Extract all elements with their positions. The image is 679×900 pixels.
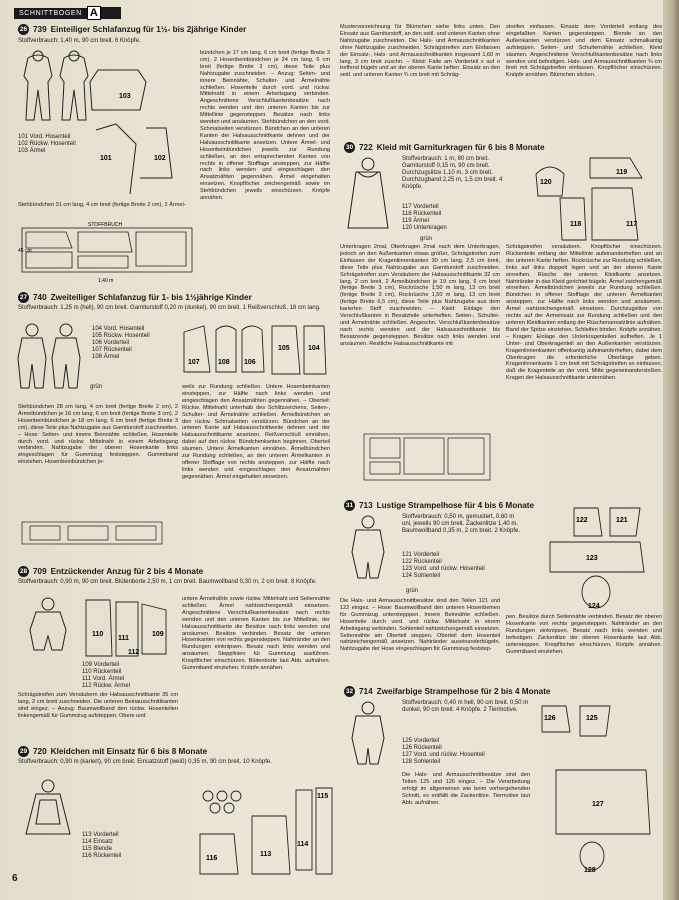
layout-height: 45 cm xyxy=(18,248,32,254)
article-32-text-a: Die Hals- und Armausschnittbesätze sind den Teilen 125 und 126 eingez. – Die Verarbeitung erfolgt im allgemeinen wie beim vorhergehenden Schnitt, es entfällt die Zackenlitze. Tiermotive laut Abb. aufnähen. xyxy=(402,772,530,806)
figure-label-115: 115 xyxy=(317,793,329,800)
article-32-title xyxy=(344,686,550,697)
article-32-parts xyxy=(402,738,522,766)
article-29-title xyxy=(18,746,207,757)
part-item: 121 Vorderteil xyxy=(402,552,440,558)
part-item: 114 Einsatz xyxy=(82,839,113,845)
figure-label-121: 121 xyxy=(616,517,628,524)
article-26-title xyxy=(18,24,246,35)
article-number-badge: 28 xyxy=(19,568,28,575)
figure-label-122: 122 xyxy=(576,517,588,524)
figure-label-109: 109 xyxy=(152,631,164,638)
article-28-text-a: Schrägstreifen zum Versäubern der Halsausschnittkante 35 cm lang, 2 cm breit zuschneiden. Die unteren Beinausschnittkanten sind eingez. – Anzug: Baumwollband den rückw. Hosenteilen linkengemäß für Gummizug aufsteppen. Obere und xyxy=(18,692,178,719)
part-item: 101 Vord. Hosenteil xyxy=(18,134,71,140)
part-item: 109 Vorderteil xyxy=(82,662,120,668)
layout-label: STOFFBRUCH xyxy=(88,222,123,228)
article-30-text-b: streifen einfassen. Einsatz dem Vorderteil entlang des eingefaßten Kanten gegensteppen. Blende an den Außenkanten verstürzen und dem Einsatz schmalkantig aufsteppen. Seiten- und Schulternähte schließen. Kleid säumen. Angeschnittene Verschlußkantenbesätze nach links wenden und befestigen. Hals- und Armausschnittkanten ¾ cm breit mit Schrägstreifen einfassen. Knopflöcher einschürzen. Knöpfe annähen. Blümchen sticken. xyxy=(506,24,662,79)
article-29-material: Stoffverbrauch: 0,90 m (kariert), 90 cm breit. Einsatzstoff (weiß) 0,35 m, 90 cm breit. 10 Knöpfe. xyxy=(18,759,272,765)
model-number: 722 xyxy=(359,143,373,152)
model-number: 714 xyxy=(359,687,373,696)
part-item: 117 Vorderteil xyxy=(402,204,439,210)
part-item: 104 Vord. Hosenteil xyxy=(92,326,145,332)
article-number-badge: 32 xyxy=(345,688,354,695)
part-item: 107 Rückenteil xyxy=(92,347,132,353)
page-number: 6 xyxy=(12,873,18,884)
article-29-pattern-pieces xyxy=(196,786,336,878)
article-30-illustration xyxy=(340,156,396,236)
article-26-illustration xyxy=(16,50,196,175)
article-32-material: Stoffverbrauch: 0,40 m hell, 90 cm breit. 0,50 m dunkel, 90 cm breit. 4 Knöpfe. 2 Tiermotive. xyxy=(402,700,529,713)
figure-label-127: 127 xyxy=(592,801,604,808)
figure-label-113: 113 xyxy=(260,851,272,858)
article-number-badge: 30 xyxy=(345,144,354,151)
article-heading: Einteiliger Schlafanzug für 1½- bis 2jährige Kinder xyxy=(50,25,247,34)
article-30-color-tag: grün xyxy=(420,236,433,242)
article-31-text-b: pen. Besätze durch Seitennähte verbinden. Besatz der oberen Hosenkante von rechts gegensteppen. Nahtränder an den Rundungen einknipsen. Besatz nach links wenden und befestigen. Zackenlitze der oberen Hosenkante laut Abb. untersteppen. Knopflöcher einschürzen. Knöpfe annähen. Gummiband einziehen. xyxy=(506,614,662,655)
article-26-parts xyxy=(18,134,78,155)
section-letter: A xyxy=(87,6,101,20)
header-bar xyxy=(101,7,121,19)
figure-label-120: 120 xyxy=(540,179,552,186)
article-27-text-b: weils zur Rundung schließen. Untere Hosenbeinkanten einsteppen, zur Hälfte nach links wenden und eingeschlagen den Ansatznähten gegennähen. – Oberteil: Rückw. Mittelnaht unterhalb des Schlitzzeichens, Seiten-, Schulter- und Ärmelnähte schließen. Ärmelbündchen an den rückw. Schmalseiten verstürzen. Bündchen an der unteren Kante auf Halsausschnittweite dehnen und der Halsausschnittkante ansetzen. Reißverschluß einnähen, dabei auf den rückw. Bündchenkanten beginnen. Oberteil säumen. Untere Ärmelkanten einnähen. Ärmelbündchen zur Rundung schließen, an den unteren Ärmelkanten in offener Stofflage von rechts ansteppen, zur Hälfte nach links wenden und eingeschlagen den Ansatznähten gegennähen. Ärmel eingehalten einsetzen. xyxy=(182,384,330,480)
part-item: 128 Sohlenteil xyxy=(402,759,441,765)
article-31-illustration xyxy=(340,514,396,584)
article-27-illustration xyxy=(16,322,86,397)
article-heading: Kleid mit Garniturkragen für 6 bis 8 Monate xyxy=(376,143,545,152)
figure-label-114: 114 xyxy=(297,841,309,848)
article-30-title xyxy=(344,142,545,153)
part-item: 111 Vord. Ärmel xyxy=(82,676,125,682)
part-item: 126 Rückenteil xyxy=(402,745,442,751)
article-30-pattern-pieces xyxy=(530,154,660,244)
model-number: 713 xyxy=(359,501,373,510)
article-31-color-tag: grün xyxy=(406,588,419,594)
part-item: 110 Rückenteil xyxy=(82,669,122,675)
article-27-cutting-layout xyxy=(20,520,170,550)
article-27-parts xyxy=(92,326,156,361)
part-item: 102 Rückw. Hosenteil xyxy=(18,141,76,147)
figure-label-104: 104 xyxy=(308,345,320,352)
article-28-text-b: untere Ärmelnähte sowie rückw. Mittelnaht und Seitennähte schließen. Ärmel nahtzeichengemäß einsetzen. Angeschnittene Verschlußkantenbesätze nach rechts wenden und den unteren Kanten bis zur Mittellinie, der Halsausschnittkante die Besätze nach links wenden und ansäumen. Besätze verbinden. Besatz der unteren Hosenkanten von rechts gegensteppen. Nahtränder an den Rundungen einknipsen. Besatz nach links wenden und ansäumen. Stepplinien für Gummizug ausführen. Knopflöcher einschürzen. Blütenborte laut Abb. aufnähen. Gummiband einziehen. Knöpfe annähen. xyxy=(182,596,330,672)
figure-label-116: 116 xyxy=(206,855,218,862)
layout-width: 1,40 m xyxy=(98,278,114,284)
model-number: 739 xyxy=(33,25,47,34)
model-number: 720 xyxy=(33,747,47,756)
article-28-pattern-pieces xyxy=(82,596,172,662)
article-28-material: Stoffverbrauch: 0,90 m, 90 cm breit. Blütenborte 2,50 m, 1 cm breit. Baumwollband 0,30 m, 2 cm breit. 8 Knöpfe. xyxy=(18,579,317,585)
article-28-parts xyxy=(82,662,172,690)
figure-label-108: 108 xyxy=(218,359,230,366)
article-29-illustration xyxy=(18,778,78,840)
part-item: 108 Ärmel xyxy=(92,354,120,360)
article-number-badge: 27 xyxy=(19,294,28,301)
article-28-title xyxy=(18,566,203,577)
figure-label-125: 125 xyxy=(586,715,598,722)
article-28-illustration xyxy=(18,596,78,656)
part-item: 116 Rückenteil xyxy=(82,853,122,859)
article-30-intro: Mustervorzeichnung für Blümchen siehe links unten. Den Einsatz aus Garniturstoff, an den seitl. und unteren Kanten ohne Nahtzugabe zuschneiden. Die Hals- und Armausschnittkanten ohne Nahtzugabe zuschneiden. Schrägstreifen zum Einfassen der Einsatz-, Hals- und Armausschnittkanten insgesamt 1,60 m lang, 3 cm breit zuschn. – Kleid: Falte am Vorderteil x auf o treffend bügeln und an der oberen Kante heften. Einsatz an den seitl. und unteren Kanten ¾ cm breit mit Schräg- xyxy=(340,24,500,79)
figure-label-118: 118 xyxy=(570,221,582,228)
figure-label-119: 119 xyxy=(616,169,628,176)
part-item: 122 Rückenteil xyxy=(402,559,442,565)
part-item: 120 Unterkragen xyxy=(402,225,447,231)
part-item: 113 Vorderteil xyxy=(82,832,119,838)
part-item: 103 Ärmel xyxy=(18,148,46,154)
article-27-pattern-pieces xyxy=(180,320,330,380)
article-31-text-a: Die Hals- und Armausschnittbesätze sind den Teilen 121 und 122 eingez. – Hose: Baumwollband den unteren Hosenbeinen für Gummizug unterstepppen. Innere Beinnähte schließen. Hosenteile durch vord. und rückw. Mittelnaht in einem Arbeitsgang verbinden. Sohlenteil nahtzeichengemäß einsetzen. Seitennähte am Oberteil steppen. Oberteil dem Hosenteil nahtzeichengemäß ansetzen. Nahtränder auseinanderbügeln. Nahtzugabe der Hose eingeschlagen für Gummizug feststep- xyxy=(340,598,500,653)
part-item: 105 Rückw. Hosenteil xyxy=(92,333,150,339)
article-31-material: Stoffverbrauch: 0,50 m, gemustert, 0,60 m uni, jeweils 90 cm breit. Zackenlitze 1,40 m. Baumwollband 0,35 m, 2 cm breit. 2 Knöpfe. xyxy=(402,514,521,534)
article-30-cutting-layout xyxy=(362,432,492,492)
figure-label-112: 112 xyxy=(128,649,140,656)
article-heading: Zweifarbige Strampelhose für 2 bis 4 Monate xyxy=(376,687,551,696)
model-number: 740 xyxy=(33,293,47,302)
article-heading: Kleidchen mit Einsatz für 6 bis 8 Monate xyxy=(50,747,208,756)
article-26-cutting-layout xyxy=(18,222,198,287)
article-heading: Entzückender Anzug für 2 bis 4 Monate xyxy=(50,567,204,576)
article-27-text-a: Stehbündchen 28 cm lang, 4 cm breit (fertige Breite 2 cm), 2 Ärmelbündchen je 16 cm lang, 6 cm breit (fertige Breite 3 cm), 2 Hosenbeinbündchen je 18 cm lang, 6 cm breit (fertige Breite 3 cm), diese Teile plus Nahtzugabe aus Garniturstoff zuschneiden. – Hose: Seiten- und innere Beinnähte schließen. Hosenteile durch vord. und rückw. Mittelnaht in einem Arbeitsgang verbinden. Nahtzugabe der oberen Hosenkante links eingeschlagen für Gummizug feststeppen. Gummiband einziehen. Hosenbeinbündchen je- xyxy=(18,404,178,466)
figure-label-102: 102 xyxy=(154,155,166,162)
article-30-text-c: Schrägstreifen versäubern. Knopflöcher einschürzen. Rückenteile entlang der Mittellinie aufeinanderheften und an der unteren Kante heften. Rockrüsche zur Rundung schließen, links auf links doppelt legen und an der oberen Kante einreihen. Rüsche der unteren Kleidkante ansetzen. Nahtränder in das Kleid gerichtet bügeln. Ärmel zeichengemäß einreihen. Ärmelbündchen jeweils zur Rundung schließen. Bündchen in offener Stofflage der unteren Ärmelkanten ansteppen, zur Hälfte nach links wenden und ansäumen. Ärmel nahtzeichengemäß einsetzen. Durchzugslitze von rechts auf der Armeinsatz zur Rundung schließen und den unteren Kleidkanten entlang der Rüschenansatzlinie aufnähen. Band der Spitze einziehen. Schleifen binden. Knöpfe annähen. – Kragen: Einlage den Unterkragenteilen aufheften. Je 1 Unter- und Oberkragenteil an den Außenkanten verstürzen. Kragenlinnenkanten offenkantig aufeinanderheften, dabei dem Oberkragen die erforderliche Überlänge geben. Kragenlinnenkante 1 cm breit mit Schrägstreifen so einfassen, daß die Kragenteile an der vord. Mitte gegeneinanderstoßen. Kragen der Halsausschnittkante unternähen. xyxy=(506,244,662,382)
figure-label-126: 126 xyxy=(544,715,556,722)
article-27-title xyxy=(18,292,252,303)
figure-label-123: 123 xyxy=(586,555,598,562)
section-header xyxy=(14,6,121,20)
part-item: 115 Blende xyxy=(82,846,112,852)
figure-label-117: 117 xyxy=(626,221,638,228)
article-31-pattern-pieces xyxy=(530,502,660,612)
part-item: 112 Rückw. Ärmel xyxy=(82,683,130,689)
article-26-text-a: bündchen je 17 cm lang, 6 cm breit (fertige Breite 3 cm), 2 Hosenbeinbündchen je 24 cm lang, 6 cm breit (fertige Breite 3 cm), diese Teile plus Nahtzugabe zuschneiden. – Anzug: Seiten- und innere Beinnähte, Schulter- und Ärmelnähte schließen. Hosenteile durch vord. und rückw. Mittelnaht in einem Arbeitsgang verbinden. Angeschnittene Verschlußkantenbesätze nach rechts wenden und den unteren Kanten bis zur Mittellinie gegensteppen. Besätze nach links wenden und ansäumen. Stehbündchen an den vord. Schmalseiten verstürzen. Bündchen an den unteren Kanten der Halsausschnittkante dehnen und der Halsausschnittkante ansetzen. Untere Ärmel- und Hosenbeinbündchen jeweils zur Rundung schließen, an den entsprechenden Kanten von rechts in offener Stofflage ansteppen, zur Hälfte nach links wenden und eingeschlagen den Ansatznähten gegennähen. Ärmel eingehalten einsetzen. Knopflöcher zeichengemäß sowie im Stehbündchen jeweils einschürzen. Knöpfe annähen. xyxy=(200,50,331,202)
figure-label-101: 101 xyxy=(100,155,112,162)
figure-label-110: 110 xyxy=(92,631,104,638)
figure-label-107: 107 xyxy=(188,359,200,366)
model-number: 709 xyxy=(33,567,47,576)
part-item: 125 Vorderteil xyxy=(402,738,440,744)
article-31-parts xyxy=(402,552,512,580)
part-item: 106 Vorderteil xyxy=(92,340,130,346)
article-32-pattern-pieces xyxy=(536,700,660,876)
part-item: 123 Vord. und rückw. Hosenteil xyxy=(402,566,485,572)
article-30-parts xyxy=(402,204,482,232)
article-29-parts xyxy=(82,832,152,860)
figure-label-111: 111 xyxy=(118,635,129,642)
article-27-material: Stoffverbrauch: 1,25 m (hell), 90 cm breit. Garniturstoff 0,20 m (dunkel), 90 cm breit. 1 Reißverschluß, 18 cm lang. xyxy=(18,305,321,311)
article-30-material: Stoffverbrauch: 1 m, 80 cm breit. Garniturstoff 0,15 m, 90 cm breit. Durchzugslitze 1,10 m, 3 cm breit. Durchzugband 2,25 m, 1,5 cm breit. 4 Knöpfe. xyxy=(402,156,503,190)
page-edge-shadow xyxy=(663,0,679,900)
article-30-text-a: Unterkragen 2mal, Oberkragen 2mal nach dem Unterkragen, jedoch an den Außenkanten etwas größer, Schrägstreifen zum Einfassen der Kragenlinnenkanten 30 cm lang, 2,5 cm breit, diese Teile plus Nahtzugabe aus Garniturstoff zuschneiden. Schrägstreifen zum Versäubern der Halsausschnittkante 32 cm lang, 2 cm breit, 2 Ärmelbündchen je 19 cm lang, 6 cm breit (fertige Breite 3 cm), Rockrüsche 1,50 m lang, 13 cm breit (fertige Breite 3 cm), Rockrüsche 1,50 m lang, 13 cm breit (fertige Breite 6,5 cm), diese Teile plus Nahtzugabe aus dem karierten Stoff zuschneiden. – Kleid: Einlage den Verschlußkanten in Besatzteile unterheften. Seiten-, Schulter- und Ärmelnähte schließen. Angeschn. Verschlußkantenbesätze nach rechts wenden und der Halsausschnittkante bis Besatzende gegensteppen. Besätze nach links wenden und ansäumen. Restliche Halsausschnittkante mit xyxy=(340,244,500,347)
figure-label-105: 105 xyxy=(278,345,290,352)
part-item: 124 Sohlenteil xyxy=(402,573,441,579)
figure-label-128: 128 xyxy=(584,867,596,874)
part-item: 127 Vord. und rückw. Hosenteil xyxy=(402,752,485,758)
article-26-text-b: Stehbündchen 31 cm lang, 4 cm breit (fertige Breite 2 cm), 2 Ärmel- xyxy=(18,202,186,208)
article-32-illustration xyxy=(340,700,396,770)
article-26-material: Stoffverbrauch: 1,40 m, 90 cm breit. 6 Knöpfe. xyxy=(18,38,141,44)
article-number-badge: 31 xyxy=(345,502,354,509)
article-number-badge: 29 xyxy=(19,748,28,755)
part-item: 119 Ärmel xyxy=(402,218,429,224)
article-31-title xyxy=(344,500,534,511)
article-heading: Zweiteiliger Schlafanzug für 1- bis 1½jährige Kinder xyxy=(50,293,252,302)
part-item: 118 Rückenteil xyxy=(402,211,442,217)
figure-label-103: 103 xyxy=(119,93,131,100)
figure-label-106: 106 xyxy=(244,359,256,366)
article-heading: Lustige Strampelhose für 4 bis 6 Monate xyxy=(376,501,535,510)
article-27-color-tag: grün xyxy=(90,384,103,390)
article-number-badge: 26 xyxy=(19,26,28,33)
figure-label-124: 124 xyxy=(588,603,600,610)
section-label: SCHNITTBOGEN xyxy=(14,8,87,19)
